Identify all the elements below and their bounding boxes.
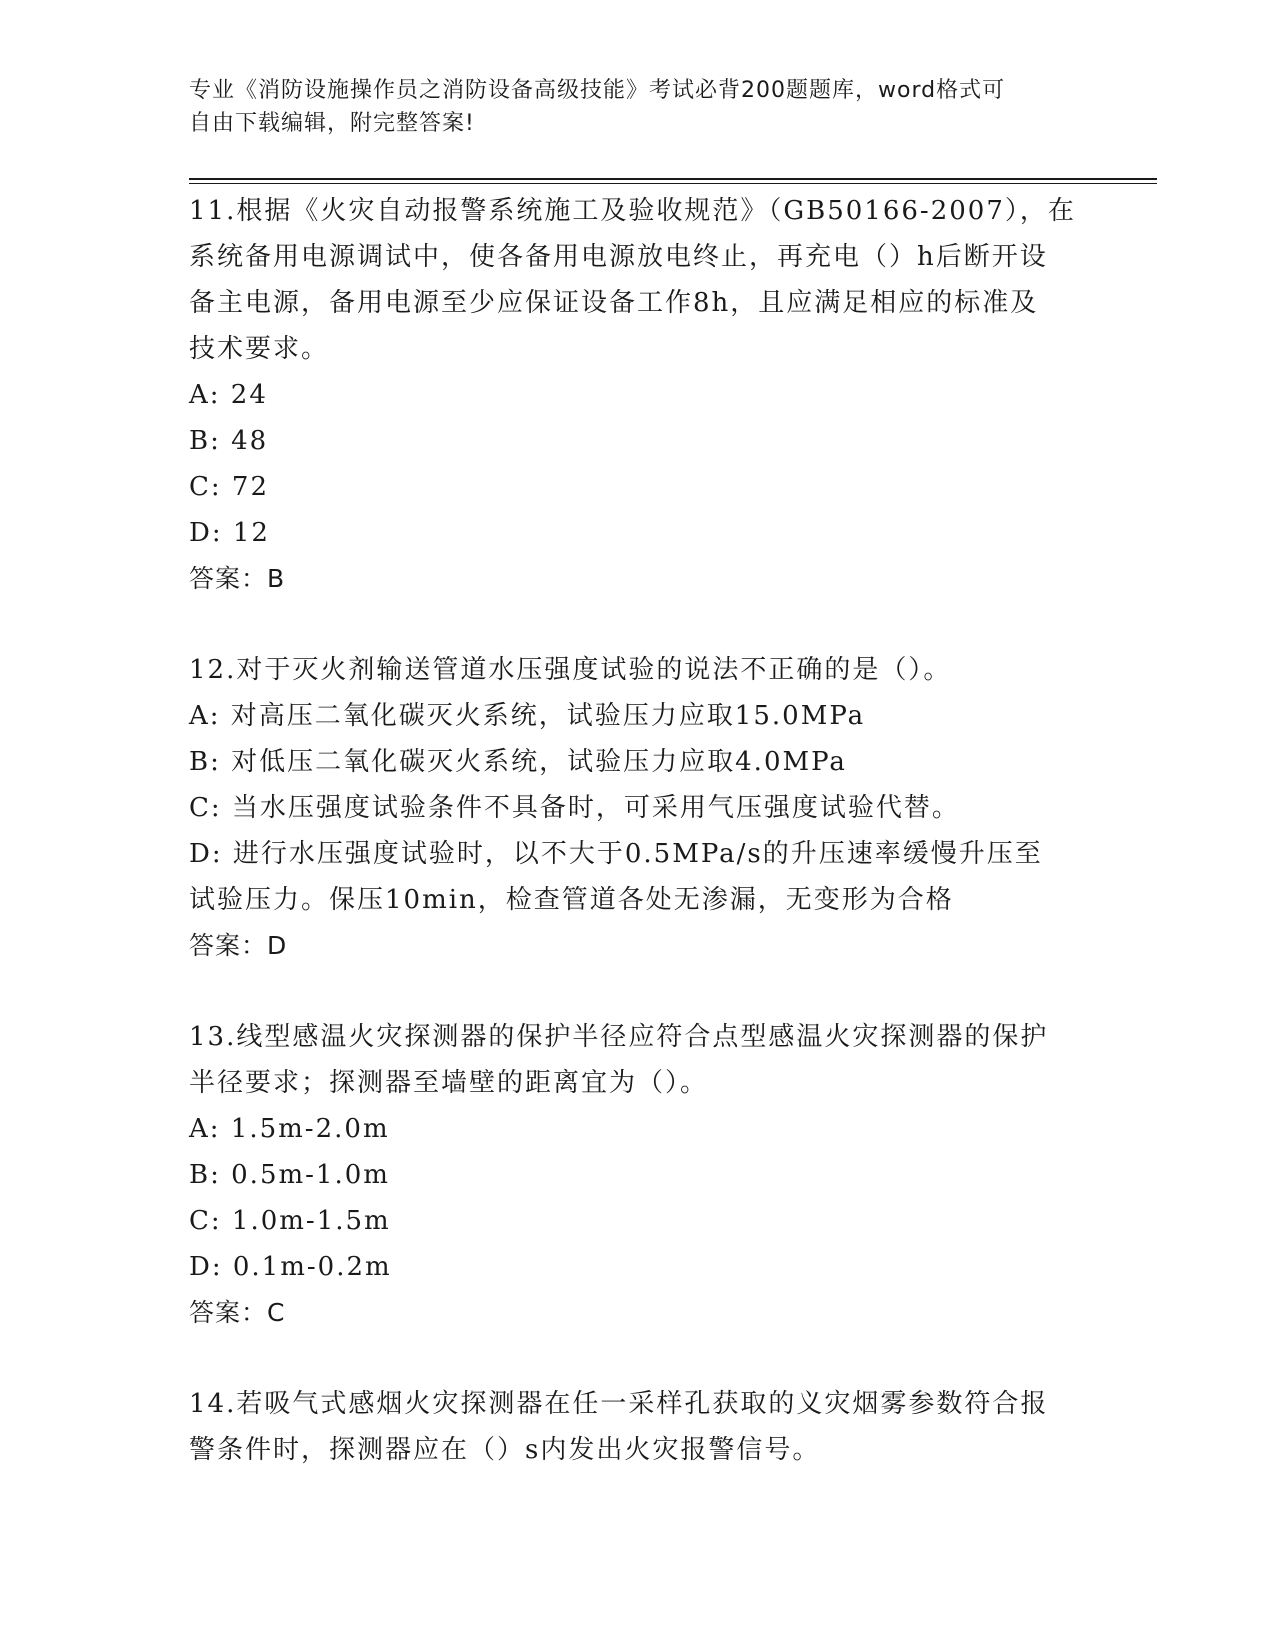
option-b: B: 对低压二氧化碳灭火系统，试验压力应取4.0MPa <box>189 747 847 777</box>
answer-12: 答案：D <box>189 931 288 960</box>
option-d: D: 0.1m-0.2m <box>189 1252 392 1282</box>
option-b: B: 0.5m-1.0m <box>189 1160 390 1190</box>
question-13 <box>189 1014 1089 1290</box>
spacer <box>189 602 1089 647</box>
option-b: B: 48 <box>189 426 269 456</box>
question-stem-line: 12.对于灭火剂输送管道水压强度试验的说法不正确的是（）。 <box>189 655 952 685</box>
document-header <box>189 74 1069 140</box>
header-line-2: 自由下载编辑，附完整答案! <box>189 111 475 136</box>
spacer <box>189 969 1089 1014</box>
question-14 <box>189 1381 1089 1473</box>
answer-13: 答案：C <box>189 1298 286 1327</box>
question-stem-line: 备主电源，备用电源至少应保证设备工作8h，且应满足相应的标准及 <box>189 288 1039 318</box>
option-a: A: 1.5m-2.0m <box>189 1114 390 1144</box>
header-rule-thick <box>189 178 1157 180</box>
answer-11: 答案：B <box>189 564 286 593</box>
question-stem-line: 技术要求。 <box>189 334 330 364</box>
question-stem-line: 半径要求；探测器至墙壁的距离宜为（）。 <box>189 1068 709 1098</box>
question-11 <box>189 188 1089 556</box>
question-stem-line: 11.根据《火灾自动报警系统施工及验收规范》（GB50166-2007），在 <box>189 196 1076 226</box>
option-c: C: 1.0m-1.5m <box>189 1206 391 1236</box>
option-d-continued: 试验压力。保压10min，检查管道各处无渗漏，无变形为合格 <box>189 885 954 915</box>
option-d: D: 12 <box>189 518 270 548</box>
option-a: A: 24 <box>189 380 268 410</box>
header-rule-thin <box>189 183 1157 184</box>
option-c: C: 当水压强度试验条件不具备时，可采用气压强度试验代替。 <box>189 793 960 823</box>
question-stem-line: 14.若吸气式感烟火灾探测器在任一采样孔获取的义灾烟雾参数符合报 <box>189 1389 1049 1419</box>
question-stem-line: 警条件时，探测器应在（）s内发出火灾报警信号。 <box>189 1435 821 1465</box>
option-d: D: 进行水压强度试验时，以不大于0.5MPa/s的升压速率缓慢升压至 <box>189 839 1043 869</box>
option-c: C: 72 <box>189 472 270 502</box>
option-a: A: 对高压二氧化碳灭火系统，试验压力应取15.0MPa <box>189 701 866 731</box>
spacer <box>189 1336 1089 1381</box>
question-stem-line: 系统备用电源调试中，使各备用电源放电终止，再充电（）h后断开设 <box>189 242 1048 272</box>
question-list <box>189 188 1089 1473</box>
question-stem-line: 13.线型感温火灾探测器的保护半径应符合点型感温火灾探测器的保护 <box>189 1022 1049 1052</box>
question-12 <box>189 647 1089 923</box>
header-line-1: 专业《消防设施操作员之消防设备高级技能》考试必背200题题库，word格式可 <box>189 78 1006 103</box>
